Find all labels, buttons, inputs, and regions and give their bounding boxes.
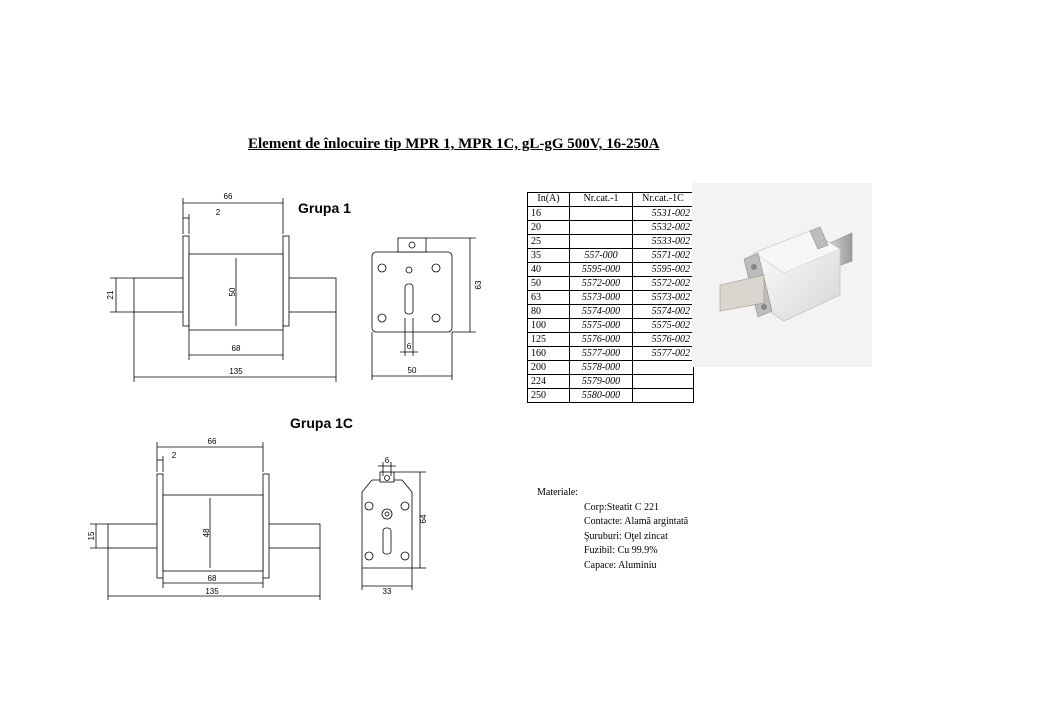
cell-in: 160 xyxy=(528,347,570,361)
table-row xyxy=(528,235,694,249)
table-row xyxy=(528,319,694,333)
cell-in: 100 xyxy=(528,319,570,333)
cell-cat1c: 5576-002 xyxy=(633,333,694,347)
header-nrcat-1c: Nr.cat.-1C xyxy=(633,193,694,207)
cell-in: 200 xyxy=(528,361,570,375)
table-row xyxy=(528,375,694,389)
g1c-front-view xyxy=(362,462,426,590)
cell-cat1c xyxy=(633,389,694,403)
g1c-dim-6: 6 xyxy=(384,456,390,465)
g1c-dim-48: 48 xyxy=(202,528,211,538)
cell-cat1: 5579-000 xyxy=(570,375,633,389)
cell-cat1 xyxy=(570,221,633,235)
catalog-table xyxy=(527,192,694,403)
g1c-dim-68: 68 xyxy=(207,574,217,583)
header-in: In(A) xyxy=(528,193,570,207)
cell-cat1: 5573-000 xyxy=(570,291,633,305)
cell-in: 16 xyxy=(528,207,570,221)
g1c-dim-2: 2 xyxy=(171,451,177,460)
table-row xyxy=(528,249,694,263)
g1-side-view xyxy=(110,198,336,382)
g1c-dim-66: 66 xyxy=(207,437,217,446)
g1-dim-66: 66 xyxy=(223,192,233,201)
cell-cat1c: 5573-002 xyxy=(633,291,694,305)
g1-dim-63: 63 xyxy=(474,280,483,290)
cell-cat1c xyxy=(633,361,694,375)
cell-in: 25 xyxy=(528,235,570,249)
group-1-label: Grupa 1 xyxy=(298,200,351,216)
cell-cat1 xyxy=(570,235,633,249)
g1-dim-2: 2 xyxy=(215,208,221,217)
cell-in: 125 xyxy=(528,333,570,347)
cell-cat1c: 5533-002 xyxy=(633,235,694,249)
table-row xyxy=(528,305,694,319)
fuse-product-photo xyxy=(692,183,872,367)
cell-cat1c: 5574-002 xyxy=(633,305,694,319)
g1c-dim-135: 135 xyxy=(205,587,219,596)
cell-in: 250 xyxy=(528,389,570,403)
cell-in: 35 xyxy=(528,249,570,263)
page-title: Element de înlocuire tip MPR 1, MPR 1C, gL-gG 500V, 16-250A xyxy=(248,136,660,152)
g1c-dim-15: 15 xyxy=(87,531,96,541)
cell-cat1c: 5577-002 xyxy=(633,347,694,361)
cell-cat1: 5578-000 xyxy=(570,361,633,375)
group-1c-label: Grupa 1C xyxy=(290,415,354,431)
cell-cat1c: 5575-002 xyxy=(633,319,694,333)
material-item: Capace: Aluminiu xyxy=(584,559,657,571)
g1-dim-6: 6 xyxy=(406,342,412,351)
table-row xyxy=(528,389,694,403)
cell-cat1: 5575-000 xyxy=(570,319,633,333)
g1-dim-135: 135 xyxy=(229,367,243,376)
cell-cat1: 5574-000 xyxy=(570,305,633,319)
table-row xyxy=(528,277,694,291)
g1c-dim-33: 33 xyxy=(382,587,392,596)
table-row xyxy=(528,263,694,277)
table-row xyxy=(528,291,694,305)
cell-cat1: 5595-000 xyxy=(570,263,633,277)
cell-in: 20 xyxy=(528,221,570,235)
material-item: Fuzibil: Cu 99.9% xyxy=(584,545,658,556)
cell-cat1c xyxy=(633,375,694,389)
cell-cat1: 557-000 xyxy=(570,249,633,263)
table-row xyxy=(528,207,694,221)
g1c-dim-64: 64 xyxy=(419,514,428,524)
cell-in: 224 xyxy=(528,375,570,389)
cell-in: 63 xyxy=(528,291,570,305)
table-row xyxy=(528,221,694,235)
cell-cat1 xyxy=(570,207,633,221)
cell-cat1: 5572-000 xyxy=(570,277,633,291)
table-row xyxy=(528,361,694,375)
table-row xyxy=(528,333,694,347)
cell-cat1: 5577-000 xyxy=(570,347,633,361)
cell-in: 50 xyxy=(528,277,570,291)
g1-dim-21: 21 xyxy=(106,290,115,300)
material-item: Contacte: Alamă argintată xyxy=(584,516,689,527)
g1-front-view xyxy=(372,238,476,380)
cell-cat1c: 5595-002 xyxy=(633,263,694,277)
cell-cat1c: 5571-002 xyxy=(633,249,694,263)
cell-cat1c: 5531-002 xyxy=(633,207,694,221)
cell-in: 40 xyxy=(528,263,570,277)
g1-dim-68: 68 xyxy=(231,344,241,353)
materials-section xyxy=(537,486,688,573)
cell-cat1c: 5572-002 xyxy=(633,277,694,291)
g1-dim-50b: 50 xyxy=(407,366,417,375)
table-header-row xyxy=(528,193,694,207)
materials-heading: Materiale: xyxy=(537,487,579,498)
material-item: Corp:Steatit C 221 xyxy=(584,501,659,513)
cell-cat1: 5576-000 xyxy=(570,333,633,347)
cell-in: 80 xyxy=(528,305,570,319)
header-nrcat-1: Nr.cat.-1 xyxy=(570,193,633,207)
g1-dim-50: 50 xyxy=(228,287,237,297)
cell-cat1c: 5532-002 xyxy=(633,221,694,235)
cell-cat1: 5580-000 xyxy=(570,389,633,403)
material-item: Şuruburi: Oţel zincat xyxy=(584,530,668,542)
table-row xyxy=(528,347,694,361)
g1c-side-view xyxy=(90,442,320,600)
